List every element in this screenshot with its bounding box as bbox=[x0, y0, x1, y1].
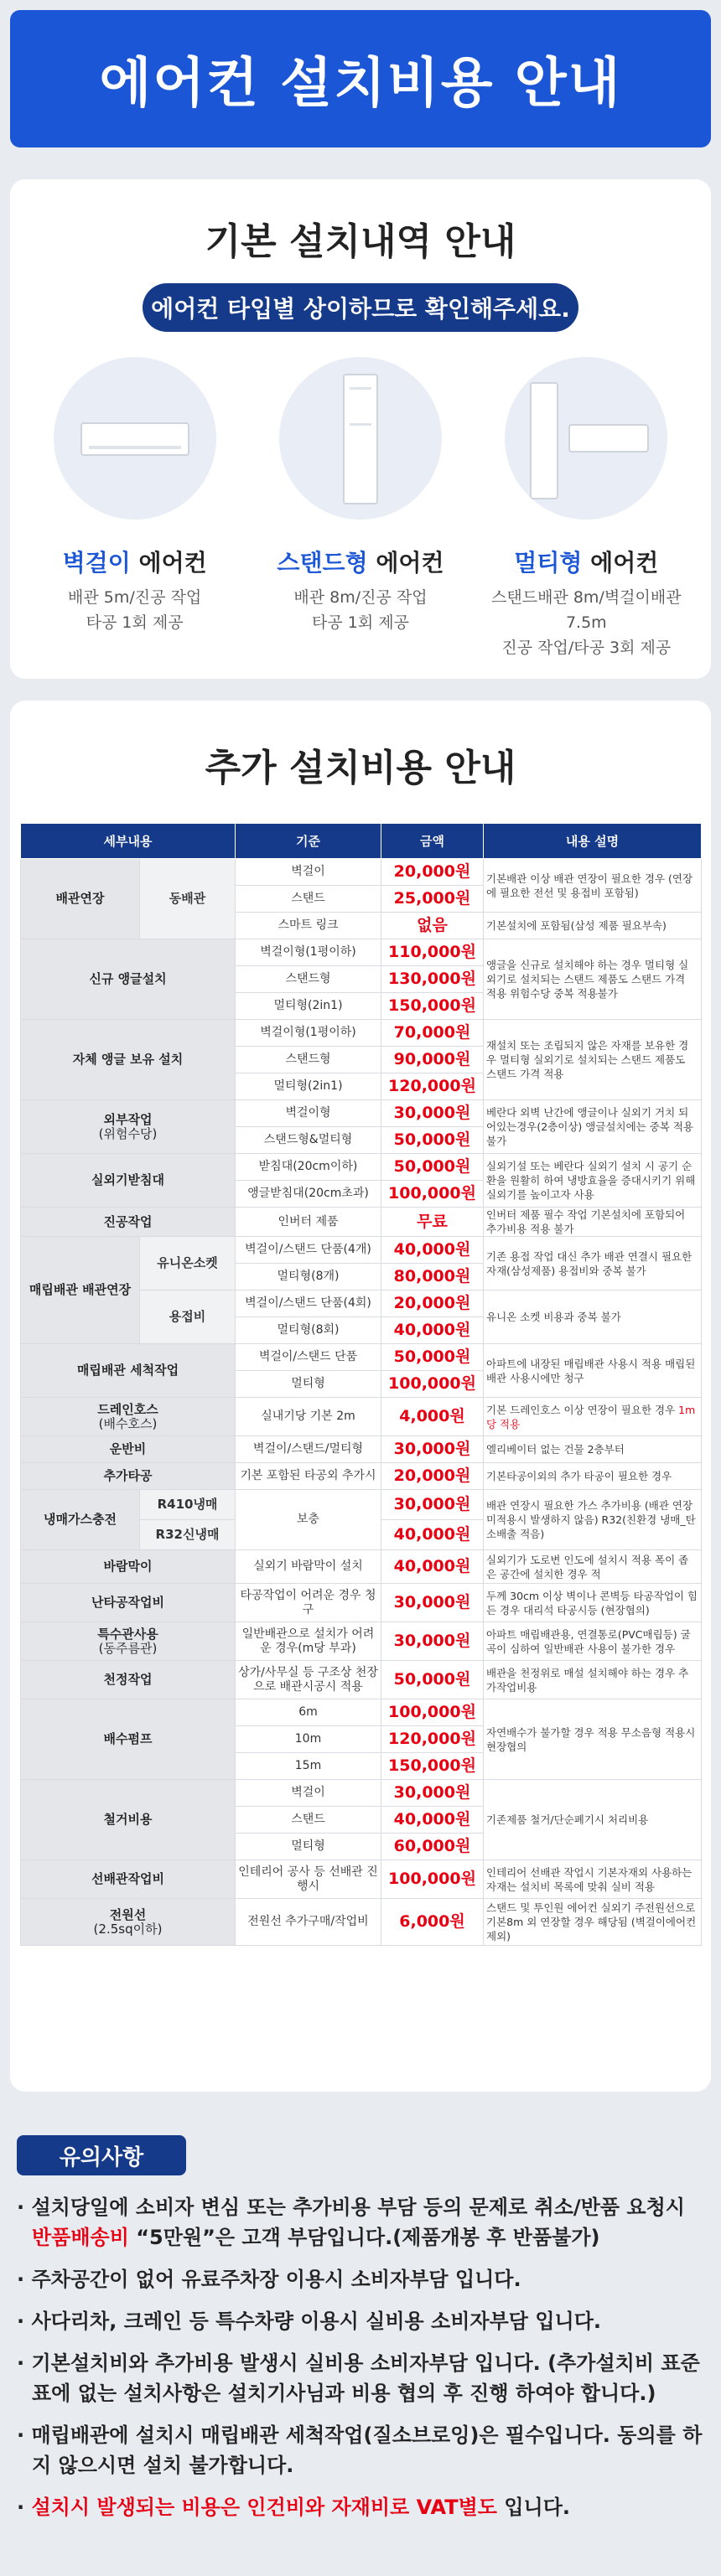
basis-cell: 멀티형 bbox=[236, 1371, 381, 1398]
category-cell: 드레인호스 (배수호스) bbox=[21, 1398, 236, 1436]
price-cell: 무료 bbox=[381, 1208, 484, 1237]
basis-cell: 벽걸이형(1평이하) bbox=[236, 1020, 381, 1047]
note-item: · 설치시 발생되는 비용은 인건비와 자재비로 VAT별도 입니다. bbox=[17, 2496, 570, 2519]
desc-cell: 인버터 제품 필수 작업 기본설치에 포함되어 추가비용 적용 불가 bbox=[484, 1208, 702, 1237]
table-row bbox=[21, 1622, 702, 1661]
table-row bbox=[21, 859, 702, 886]
unit-wall bbox=[26, 357, 244, 660]
extra-cost-table bbox=[20, 823, 702, 1946]
category-cell: 매립배관 세척작업 bbox=[21, 1344, 236, 1398]
price-cell: 50,000원 bbox=[381, 1661, 484, 1699]
table-row bbox=[21, 1344, 702, 1371]
table-row bbox=[21, 1436, 702, 1463]
table-row bbox=[21, 1860, 702, 1899]
basis-cell: 15m bbox=[236, 1753, 381, 1780]
desc-cell: 기존 용접 작업 대신 추가 배관 연결시 필요한 자재(삼성제품) 용접비와 중복 불가 bbox=[484, 1237, 702, 1291]
price-cell: 30,000원 bbox=[381, 1780, 484, 1807]
price-cell: 50,000원 bbox=[381, 1344, 484, 1371]
table-row bbox=[21, 1208, 702, 1237]
header-desc: 내용 설명 bbox=[484, 824, 702, 859]
desc-cell: 기본설치에 포함됨(삼성 제품 필요부속) bbox=[484, 913, 702, 939]
desc-cell: 기본 드레인호스 이상 연장이 필요한 경우 1m당 적용 bbox=[484, 1398, 702, 1436]
table-row bbox=[21, 1463, 702, 1490]
price-cell: 150,000원 bbox=[381, 993, 484, 1020]
table-row bbox=[21, 1699, 702, 1726]
table-row bbox=[21, 1490, 702, 1520]
category-cell: 매립배관 배관연장 bbox=[21, 1237, 140, 1344]
price-cell: 120,000원 bbox=[381, 1726, 484, 1753]
table-row bbox=[21, 1154, 702, 1181]
basis-cell: 6m bbox=[236, 1699, 381, 1726]
basis-cell: 10m bbox=[236, 1726, 381, 1753]
table-row bbox=[21, 1020, 702, 1047]
subcategory-cell: R32신냉매 bbox=[140, 1520, 236, 1550]
desc-cell: 유니온 소켓 비용과 중복 불가 bbox=[484, 1291, 702, 1344]
hero-banner bbox=[10, 10, 711, 147]
basis-cell: 기본 포함된 타공외 추가시 bbox=[236, 1463, 381, 1490]
basis-cell: 스탠드형&멀티형 bbox=[236, 1127, 381, 1154]
basis-cell: 실외기 바람막이 설치 bbox=[236, 1550, 381, 1584]
unit-list bbox=[10, 357, 711, 660]
basis-cell: 실내기당 기본 2m bbox=[236, 1398, 381, 1436]
price-cell: 90,000원 bbox=[381, 1047, 484, 1073]
category-cell: 자체 앵글 보유 설치 bbox=[21, 1020, 236, 1100]
basis-cell: 멀티형(8개) bbox=[236, 1264, 381, 1291]
basis-cell: 인테리어 공사 등 선배관 진행시 bbox=[236, 1860, 381, 1899]
subcategory-cell: 용접비 bbox=[140, 1291, 236, 1344]
basis-cell: 벽걸이/스탠드 단품 bbox=[236, 1344, 381, 1371]
price-cell: 150,000원 bbox=[381, 1753, 484, 1780]
price-cell: 50,000원 bbox=[381, 1154, 484, 1181]
price-cell: 40,000원 bbox=[381, 1550, 484, 1584]
note-item: · 사다리차, 크레인 등 특수차량 이용시 실비용 소비자부담 입니다. bbox=[17, 2310, 601, 2333]
table-row bbox=[21, 1899, 702, 1946]
price-cell: 50,000원 bbox=[381, 1127, 484, 1154]
unit-title: 멀티형 에어컨 bbox=[514, 549, 659, 577]
category-cell: 진공작업 bbox=[21, 1208, 236, 1237]
desc-cell: 자연배수가 불가할 경우 적용 무소음형 적용시 현장협의 bbox=[484, 1699, 702, 1780]
price-cell: 100,000원 bbox=[381, 1699, 484, 1726]
extra-section-title: 추가 설치비용 안내 bbox=[205, 747, 516, 789]
desc-cell: 아파트 매립배관용, 연결통로(PVC매립등) 굴곡이 심하여 일반배관 사용이 불가한 경우 bbox=[484, 1622, 702, 1661]
table-row bbox=[21, 1237, 702, 1264]
price-cell: 60,000원 bbox=[381, 1834, 484, 1860]
table-row bbox=[21, 1584, 702, 1622]
unit-title: 벽걸이 에어컨 bbox=[62, 549, 207, 577]
basis-cell: 타공작업이 어려운 경우 청구 bbox=[236, 1584, 381, 1622]
subcategory-cell: R410냉매 bbox=[140, 1490, 236, 1520]
basic-notice-pill: 에어컨 타입별 상이하므로 확인해주세요. bbox=[143, 283, 578, 332]
desc-cell: 배관을 천정위로 매설 설치해야 하는 경우 추가작업비용 bbox=[484, 1661, 702, 1699]
desc-cell: 기본타공이외의 추가 타공이 필요한 경우 bbox=[484, 1463, 702, 1490]
subcategory-cell: 유니온소켓 bbox=[140, 1237, 236, 1291]
price-cell: 120,000원 bbox=[381, 1073, 484, 1100]
price-cell: 20,000원 bbox=[381, 859, 484, 886]
unit-desc: 배관 8m/진공 작업 타공 1회 제공 bbox=[293, 588, 428, 632]
notes-list bbox=[17, 2192, 704, 2534]
desc-cell: 인테리어 선배관 작업시 기본자재외 사용하는 자재는 설치비 목록에 맞춰 실비 적용 bbox=[484, 1860, 702, 1899]
basis-cell: 전원선 추가구매/작업비 bbox=[236, 1899, 381, 1946]
basis-cell: 스탠드형 bbox=[236, 966, 381, 993]
basic-install-card bbox=[10, 179, 711, 679]
desc-cell: 엘리베이터 없는 건물 2층부터 bbox=[484, 1436, 702, 1463]
price-cell: 100,000원 bbox=[381, 1860, 484, 1899]
category-cell: 특수관사용 (동주름관) bbox=[21, 1622, 236, 1661]
price-cell: 30,000원 bbox=[381, 1100, 484, 1127]
price-cell: 40,000원 bbox=[381, 1317, 484, 1344]
basis-cell: 받침대(20cm이하) bbox=[236, 1154, 381, 1181]
desc-cell: 실외기가 도로변 인도에 설치시 적용 폭이 좁은 공간에 설치한 경우 적 bbox=[484, 1550, 702, 1584]
unit-multi bbox=[477, 357, 695, 660]
desc-cell: 기존제품 철거/단순폐기시 처리비용 bbox=[484, 1780, 702, 1860]
price-cell: 6,000원 bbox=[381, 1899, 484, 1946]
table-header-row bbox=[21, 824, 702, 859]
table-row bbox=[21, 1550, 702, 1584]
extra-cost-card bbox=[10, 701, 711, 2092]
wall-ac-icon bbox=[54, 357, 216, 520]
category-cell: 냉매가스충전 bbox=[21, 1490, 140, 1550]
category-cell: 신규 앵글설치 bbox=[21, 939, 236, 1020]
price-cell: 110,000원 bbox=[381, 939, 484, 966]
table-row bbox=[21, 1398, 702, 1436]
category-cell: 추가타공 bbox=[21, 1463, 236, 1490]
price-cell: 30,000원 bbox=[381, 1490, 484, 1520]
header-price: 금액 bbox=[381, 824, 484, 859]
table-row bbox=[21, 939, 702, 966]
unit-desc: 배관 5m/진공 작업 타공 1회 제공 bbox=[68, 588, 202, 632]
basis-cell: 스탠드 bbox=[236, 1807, 381, 1834]
desc-cell: 기본배관 이상 배관 연장이 필요한 경우 (연장에 필요한 전선 및 용접비 포함됨) bbox=[484, 859, 702, 913]
desc-cell: 배관 연장시 필요한 가스 추가비용 (배관 연장 미적용시 발생하지 않음) R32(친환경 냉매_탄소배출 적음) bbox=[484, 1490, 702, 1550]
desc-cell: 실외기설 또는 베란다 실외기 설치 시 공기 순환을 원활히 하여 냉방효율을 증대시키기 위해 실외기를 높이고자 사용 bbox=[484, 1154, 702, 1208]
note-item: · 주차공간이 없어 유료주차장 이용시 소비자부담 입니다. bbox=[17, 2268, 521, 2291]
price-cell: 40,000원 bbox=[381, 1237, 484, 1264]
price-cell: 30,000원 bbox=[381, 1622, 484, 1661]
basis-cell: 스탠드형 bbox=[236, 1047, 381, 1073]
basis-cell: 벽걸이형(1평이하) bbox=[236, 939, 381, 966]
category-cell: 전원선 (2.5sq이하) bbox=[21, 1899, 236, 1946]
price-cell: 130,000원 bbox=[381, 966, 484, 993]
basis-cell: 벽걸이형 bbox=[236, 1100, 381, 1127]
price-cell: 30,000원 bbox=[381, 1584, 484, 1622]
basis-cell: 스탠드 bbox=[236, 886, 381, 913]
price-cell: 80,000원 bbox=[381, 1264, 484, 1291]
basis-cell: 벽걸이/스탠드 단품(4회) bbox=[236, 1291, 381, 1317]
category-cell: 바람막이 bbox=[21, 1550, 236, 1584]
price-cell: 4,000원 bbox=[381, 1398, 484, 1436]
page-title: 에어컨 설치비용 안내 bbox=[99, 53, 622, 115]
note-item: · 기본설치비와 추가비용 발생시 실비용 소비자부담 입니다. (추가설치비 표준표에 없는 설치사항은 설치기사님과 비용 협의 후 진행 하여야 합니다.) bbox=[17, 2351, 700, 2405]
header-detail: 세부내용 bbox=[21, 824, 236, 859]
category-cell: 운반비 bbox=[21, 1436, 236, 1463]
basis-cell: 벽걸이/스탠드/멀티형 bbox=[236, 1436, 381, 1463]
basis-cell: 벽걸이 bbox=[236, 1780, 381, 1807]
category-cell: 외부작업 (위험수당) bbox=[21, 1100, 236, 1154]
basis-cell: 멀티형(8회) bbox=[236, 1317, 381, 1344]
category-cell: 배관연장 bbox=[21, 859, 140, 939]
price-cell: 30,000원 bbox=[381, 1436, 484, 1463]
desc-cell: 재설치 또는 조립되지 않은 자재를 보유한 경우 멀티형 실외기로 설치되는 스탠드 제품도 스탠드 가격 적용 bbox=[484, 1020, 702, 1100]
table-row bbox=[21, 1780, 702, 1807]
desc-cell: 스탠드 및 투인원 에어컨 실외기 주전원선으로 기본8m 외 연장할 경우 해당됨 (벽걸이에어컨제외) bbox=[484, 1899, 702, 1946]
price-cell: 40,000원 bbox=[381, 1807, 484, 1834]
price-cell: 20,000원 bbox=[381, 1291, 484, 1317]
basis-cell: 일반배관으로 설치가 어려운 경우(m당 부과) bbox=[236, 1622, 381, 1661]
basic-section-title: 기본 설치내역 안내 bbox=[205, 220, 516, 263]
basis-cell: 멀티형(2in1) bbox=[236, 1073, 381, 1100]
desc-cell: 두께 30cm 이상 벽이나 콘벽등 타공작업이 힘든 경우 대리석 타공시등 (현장협의) bbox=[484, 1584, 702, 1622]
category-cell: 천정작업 bbox=[21, 1661, 236, 1699]
basis-cell: 멀티형(2in1) bbox=[236, 993, 381, 1020]
desc-cell: 베란다 외벽 난간에 앵글이나 실외기 거치 되어있는경우(2층이상) 앵글설치에는 중복 적용 불가 bbox=[484, 1100, 702, 1154]
basis-cell: 보충 bbox=[236, 1490, 381, 1550]
table-row bbox=[21, 1661, 702, 1699]
unit-title: 스탠드형 에어컨 bbox=[277, 549, 444, 577]
price-cell: 20,000원 bbox=[381, 1463, 484, 1490]
basis-cell: 벽걸이 bbox=[236, 859, 381, 886]
category-cell: 난타공작업비 bbox=[21, 1584, 236, 1622]
category-cell: 철거비용 bbox=[21, 1780, 236, 1860]
desc-cell: 앵글을 신규로 설치해야 하는 경우 멀티형 실외기로 설치되는 스탠드 제품도 스탠드 가격 적용 위험수당 중복 적용불가 bbox=[484, 939, 702, 1020]
header-basis: 기준 bbox=[236, 824, 381, 859]
price-cell: 40,000원 bbox=[381, 1520, 484, 1550]
category-cell: 선배관작업비 bbox=[21, 1860, 236, 1899]
category-cell: 실외기받침대 bbox=[21, 1154, 236, 1208]
price-cell: 100,000원 bbox=[381, 1371, 484, 1398]
category-cell: 배수펌프 bbox=[21, 1699, 236, 1780]
note-item: · 설치당일에 소비자 변심 또는 추가비용 부담 등의 문제로 취소/반품 요청시 반품배송비 “5만원”은 고객 부담입니다.(제품개봉 후 반품불가) bbox=[17, 2196, 685, 2249]
price-cell: 70,000원 bbox=[381, 1020, 484, 1047]
multi-ac-icon bbox=[505, 357, 667, 520]
unit-stand bbox=[252, 357, 469, 660]
basis-cell: 벽걸이/스탠드 단품(4개) bbox=[236, 1237, 381, 1264]
subcategory-cell: 동배관 bbox=[140, 859, 236, 939]
price-cell: 없음 bbox=[381, 913, 484, 939]
note-item: · 매립배관에 설치시 매립배관 세척작업(질소브로잉)은 필수입니다. 동의를 하지 않으시면 설치 불가합니다. bbox=[17, 2423, 703, 2477]
basis-cell: 스마트 링크 bbox=[236, 913, 381, 939]
basis-cell: 앵글받침대(20cm초과) bbox=[236, 1181, 381, 1208]
basis-cell: 멀티형 bbox=[236, 1834, 381, 1860]
price-cell: 100,000원 bbox=[381, 1181, 484, 1208]
desc-cell: 아파트에 내장된 매립배관 사용시 적용 매립된 배관 사용시에만 청구 bbox=[484, 1344, 702, 1398]
notes-tag: 유의사항 bbox=[17, 2135, 186, 2175]
stand-ac-icon bbox=[279, 357, 442, 520]
unit-desc: 스탠드배관 8m/벽걸이배관 7.5m 진공 작업/타공 3회 제공 bbox=[491, 588, 682, 657]
basis-cell: 상가/사무실 등 구조상 천장으로 배관시공시 적용 bbox=[236, 1661, 381, 1699]
table-row bbox=[21, 1100, 702, 1127]
basis-cell: 인버터 제품 bbox=[236, 1208, 381, 1237]
price-cell: 25,000원 bbox=[381, 886, 484, 913]
